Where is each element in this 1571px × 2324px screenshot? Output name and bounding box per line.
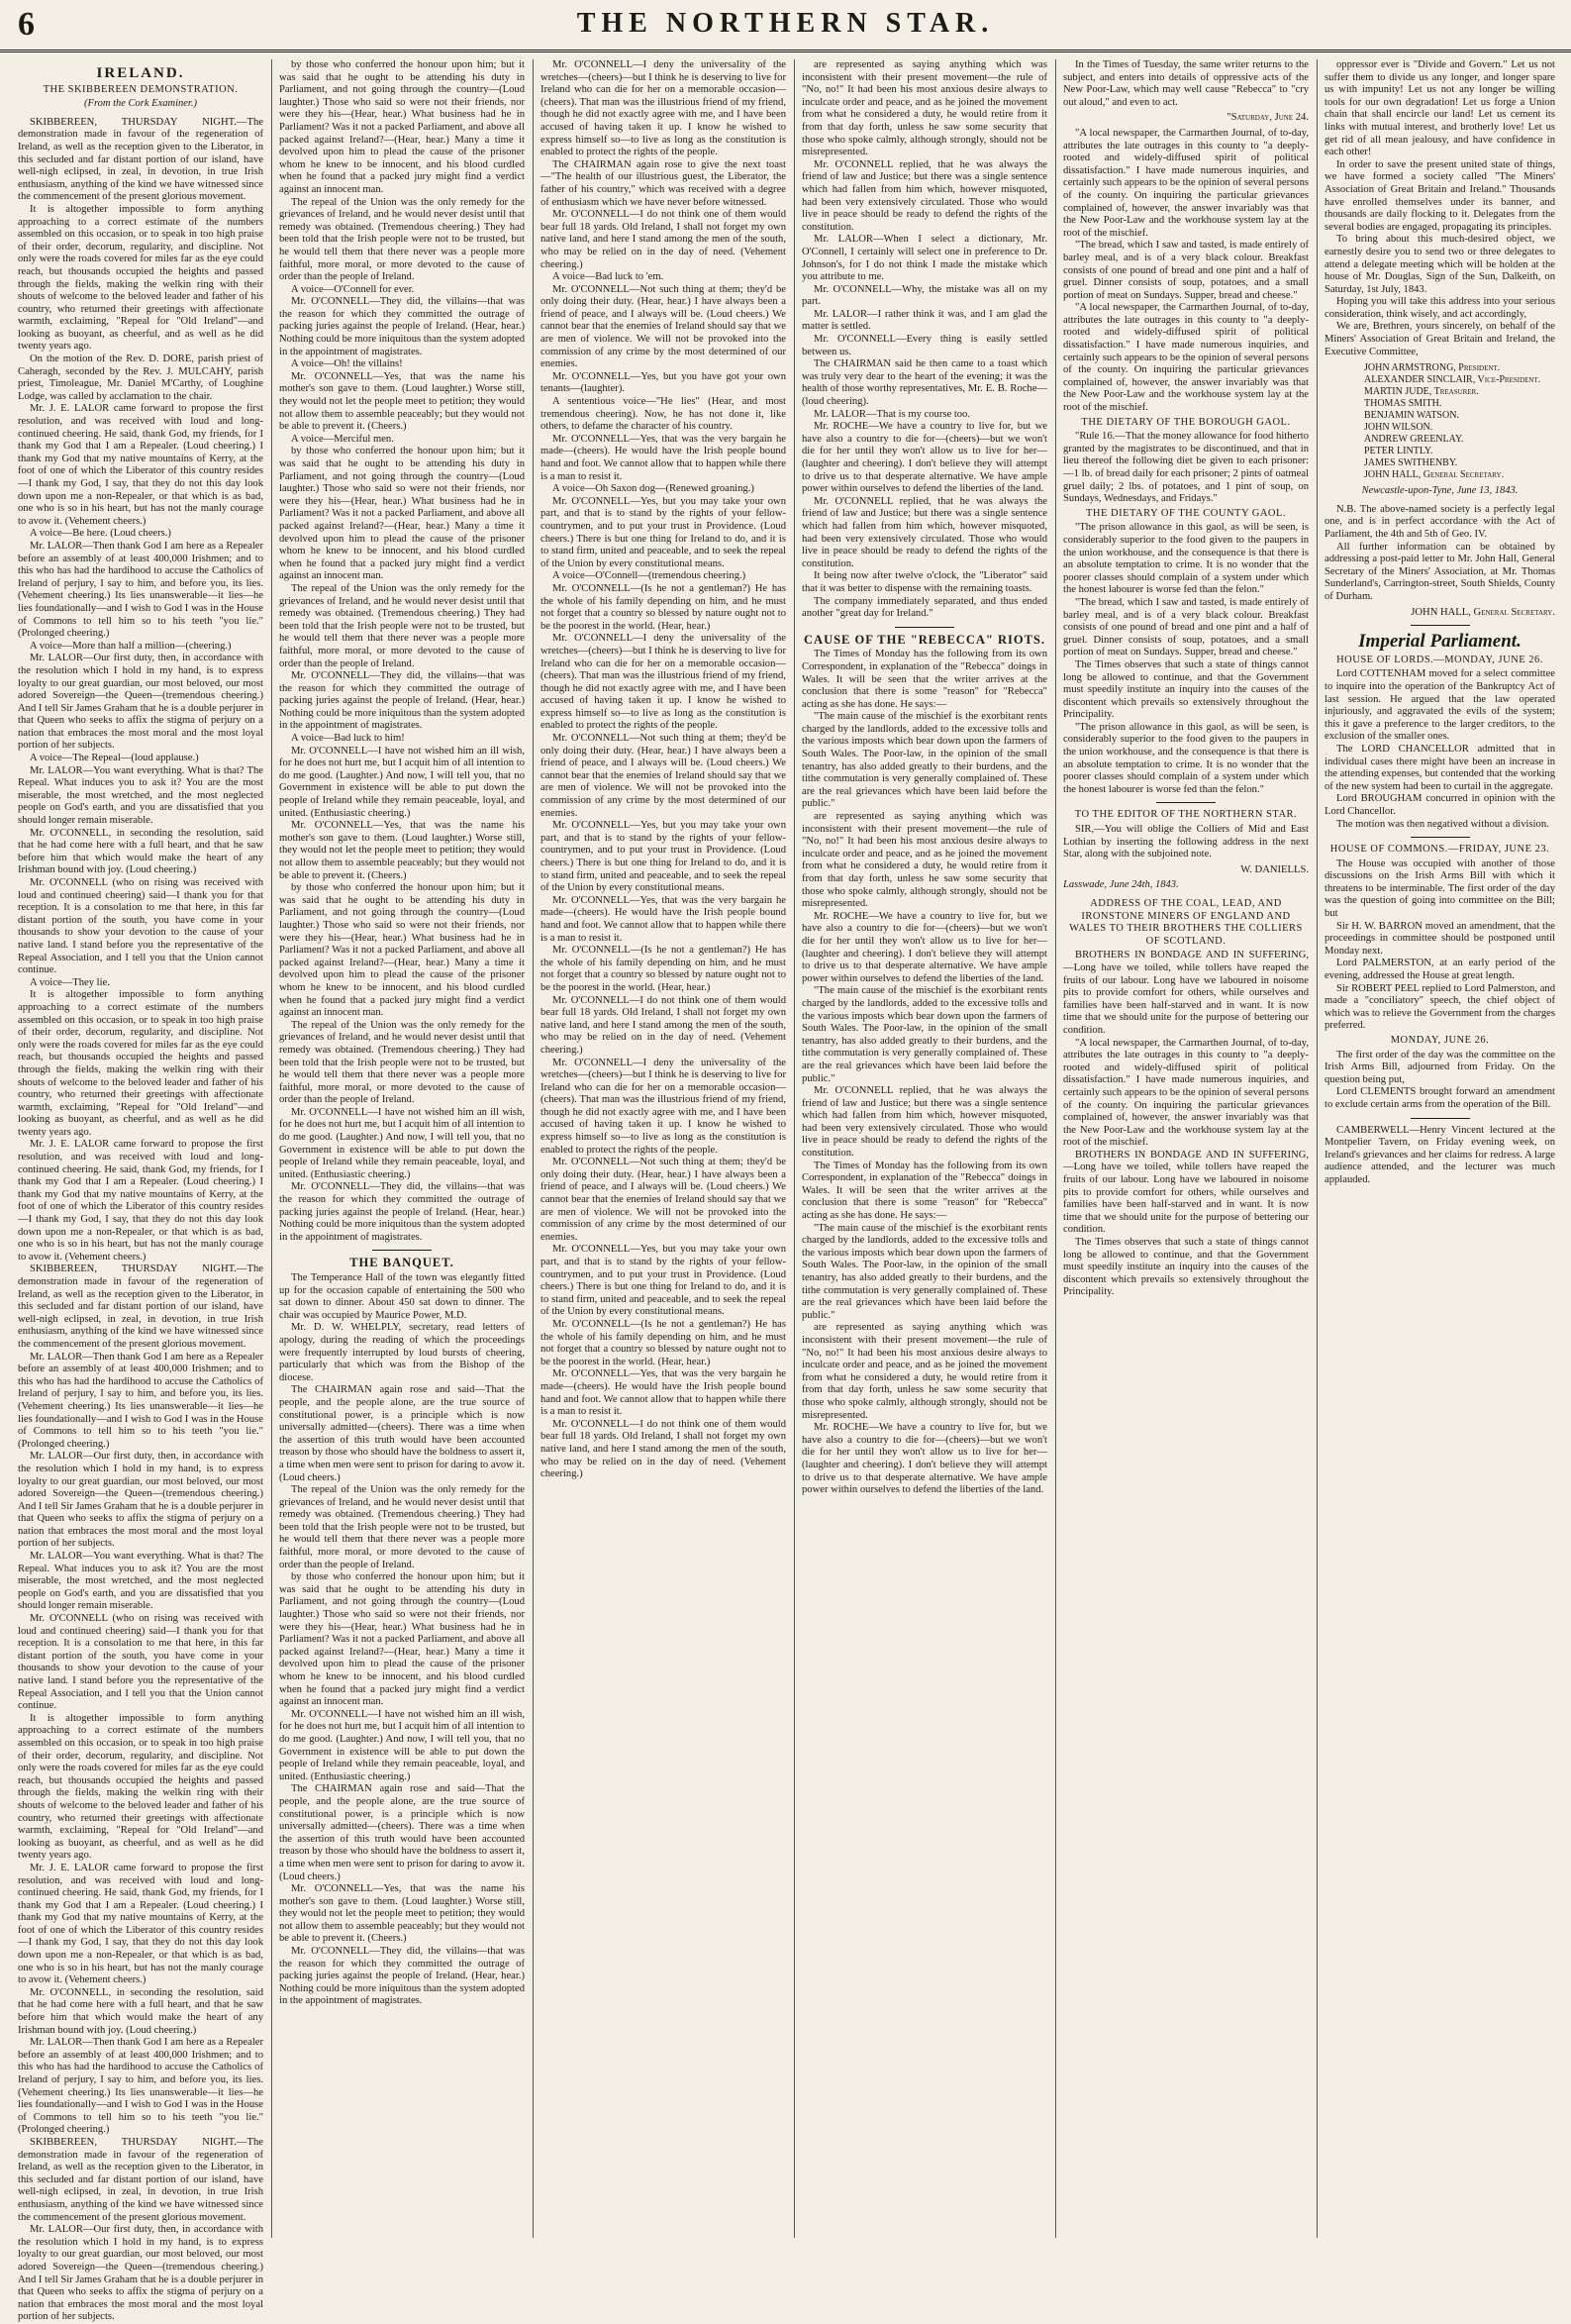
subheading-borough-gaol: THE DIETARY OF THE BOROUGH GAOL. bbox=[1081, 416, 1291, 428]
committee-member: MARTIN JUDE, Treasurer. bbox=[1364, 386, 1479, 398]
column-6 bbox=[1325, 59, 1555, 2238]
paragraph: It is altogether impossible to form anything approaching to a correct estimate of the numbers assembled on this occasion, or to speak in too high praise of their order, decorum, regularity, and discipline. Not only were the roads covered for miles far as the eye could reach, but thousands occupied the heights and passed through the fields, making the welkin ring with their shouts of welcome to the beloved leader and father of his country, who returned their greetings with affectionate warmth, exclaiming, "Repeal for "Old Ireland"—and looking as buoyant, as cheerful, and as well as he did twenty years ago. bbox=[18, 1712, 263, 1862]
paragraph: Mr. O'CONNELL (who on rising was received with loud and continued cheering) said—I thank you for that reception. It is a consolation to me that here, in this far distant portion of the south, you have come in your thousands to show your devotion to the cause of your native land. I stand before you the representative of the Repeal Association, and I tell you that the Union cannot continue. bbox=[18, 877, 263, 976]
paragraph: Mr. LALOR—Then thank God I am here as a Repealer before an assembly of at least 400,000 Irishmen; and to this who has had the hardihood to accuse the Catholics of Ireland of perjury, I say to him, and before you, its lies. (Vehement cheering.) Its lies unanswerable—it lies—he lies foundationally—and I wish to God I was in the House of Commons to tell him so to his teeth "you lie." (Prolonged cheering.) bbox=[18, 540, 263, 640]
paragraph: A voice—Oh Saxon dog—(Renewed groaning.) bbox=[552, 483, 754, 495]
paragraph: The CHAIRMAN said he then came to a toast which was truly very dear to the heart of the evening; it was the health of those worthy representatives, Mr. E. B. Roche—(loud cheering). bbox=[802, 358, 1047, 408]
paragraph: Mr. LALOR—Our first duty, then, in accordance with the resolution which I hold in my hand, is to express loyalty to our great guardian, our most beloved, our most adored Sovereign—the Queen—(tremendous cheering.) And I tell Sir James Graham that he is a double perjurer in that Queen who seeks to affix the stigma of perjury on a nation that embraces the most moral and the most loyal portion of her subjects. bbox=[18, 653, 263, 752]
paragraph: Mr. O'CONNELL—Yes, that was the very bargain he made—(cheers). He would have the Irish people bound hand and foot. We cannot allow that to happen while there is a man to resist it. bbox=[540, 1368, 786, 1418]
paragraph: are represented as saying anything which was inconsistent with their present movement—the rule of "No, no!" It had been his most anxious desire always to inculcate order and peace, and as he joined the movement from what he considered a duty, he would retire from it from that day forth, unless he saw some security that those who spoke calmly, although strongly, should not be misrepresented. bbox=[802, 59, 1047, 158]
paragraph: The repeal of the Union was the only remedy for the grievances of Ireland, and he would never desist until that remedy was obtained. (Tremendous cheering.) They had been told that the Irish people were not to be trusted, but he would tell them that there never was a people more faithful, more moral, or more devoted to the cause of order than the people of Ireland. bbox=[279, 196, 525, 283]
article-source: (From the Cork Examiner.) bbox=[84, 98, 197, 110]
paragraph: Mr. O'CONNELL—They did, the villains—that was the reason for which they committed the outrage of packing juries against the people of Ireland. (Hear, hear.) Nothing could be more iniquitous than the system adopted in the appointment of magistrates. bbox=[279, 1181, 525, 1243]
section-heading-rebecca: CAUSE OF THE "REBECCA" RIOTS. bbox=[804, 632, 1045, 647]
paragraph: Mr. LALOR—Our first duty, then, in accordance with the resolution which I hold in my hand, is to express loyalty to our great guardian, our most beloved, our most adored Sovereign—the Queen—(tremendous cheering.) And I tell Sir James Graham that he is a double perjurer in that Queen who seeks to affix the stigma of perjury on a nation that embraces the most moral and the most loyal portion of her subjects. bbox=[18, 2224, 263, 2323]
paragraph: The CHAIRMAN again rose and said—That the people, and the people alone, are the true source of constitutional power, is a principle which is now universally admitted—(cheers). There was a time when the assertion of this truth would have been accounted treason by those who should have the boldness to assert it, a time when men were sent to prison for daring to avow it. (Loud cheers.) bbox=[279, 1783, 526, 1882]
paragraph: Mr. O'CONNELL—Yes, that was the name his mother's son gave to them. (Loud laughter.) Worse still, they would not let the people meet to petition; they would not allow them to assemble peaceably; but they would not be able to prevent it. (Cheers.) bbox=[279, 1883, 525, 1945]
paragraph: Mr. LALOR—Then thank God I am here as a Repealer before an assembly of at least 400,000 Irishmen; and to this who has had the hardihood to accuse the Catholics of Ireland of perjury, I say to him, and before you, its lies. (Vehement cheering.) Its lies unanswerable—it lies—he lies foundationally—and I wish to God I was in the House of Commons to tell him so to his teeth "you lie." (Prolonged cheering.) bbox=[18, 1351, 263, 1450]
paragraph: oppressor ever is "Divide and Govern." Let us not suffer them to divide us any longer, and longer spare us with impunity! Let us not any longer be willing tools for our own degradation! Let us forge a Union chain that shall encircle our land! Let us cement its links with mutual interest, and brotherly love! Let us get rid of all mean jealousy, and have confidence in each other! bbox=[1325, 59, 1555, 158]
article-headline: THE SKIBBEREEN DEMONSTRATION. bbox=[43, 83, 239, 95]
paragraph: Mr. O'CONNELL—Yes, but you may take your own part, and that is to stand by the rights of your fellow-countrymen, and to put your trust in Providence. (Loud cheers.) There is but one thing for Ireland to do, and it is to stand firm, united and peaceable, and to seek the repeal of the Union by every constitutional means. bbox=[540, 1244, 786, 1318]
paragraph: A voice—The Repeal—(loud applause.) bbox=[30, 753, 199, 764]
paragraph: "The bread, which I saw and tasted, is made entirely of barley meal, and is of a very black colour. Breakfast consists of one pound of bread and one pint and a half of gruel. Dinner consists of soup, potatoes, and a small portion of meat on Sundays. Supper, bread and cheese." bbox=[1063, 596, 1309, 658]
paragraph: Mr. O'CONNELL—(Is he not a gentleman?) He has the whole of his family depending on him, and he must not forget that a country so blessed by nature ought not to be the poorest in the world. (Hear, hear.) bbox=[540, 1318, 786, 1367]
paragraph: The Temperance Hall of the town was elegantly fitted up for the occasion capable of entertaining the 500 who sat down to dinner. About 450 sat down to dinner. The chair was occupied by Maurice Power, M.D. bbox=[279, 1272, 525, 1321]
divider bbox=[1411, 837, 1470, 838]
paragraph: BROTHERS IN BONDAGE AND IN SUFFERING,—Long have we toiled, while tollers have reaped the fruits of our labour. Long have we laboured in noisome pits to provide comfort for others, while ourselves and families have been half-starved and in want. It is now time that we should unite for the purpose of bettering our condition. bbox=[1063, 1149, 1309, 1236]
column-3 bbox=[540, 59, 786, 2238]
paragraph: Mr. O'CONNELL—Yes, but you have got your own tenants—(laughter). bbox=[540, 370, 786, 395]
column-rule bbox=[794, 59, 795, 2238]
paragraph: Sir ROBERT PEEL replied to Lord Palmerston, and made a "conciliatory" speech, the chief object of which was to relieve the Government from the charges preferred. bbox=[1325, 982, 1555, 1032]
paragraph: N.B. The above-named society is a perfectly legal one, and is in perfect accordance with the Act of Parliament, the 4th and 5th of Geo. IV. bbox=[1325, 503, 1555, 541]
newspaper-title: THE NORTHERN STAR. bbox=[576, 8, 995, 39]
paragraph: Mr. O'CONNELL—Every thing is easily settled between us. bbox=[802, 334, 1047, 357]
paragraph: SIR,—You will oblige the Colliers of Mid and East Lothian by inserting the following address in the next Star, along with the subjoined note. bbox=[1063, 824, 1309, 860]
paragraph: Mr. O'CONNELL replied, that he was always the friend of law and Justice; but there was a single sentence which had fallen from him which, however misquoted, had been very extensively circulated. Those who would live in peace should be ready to defend the rights of the constitution. bbox=[802, 1085, 1047, 1160]
column-rule bbox=[1055, 59, 1056, 2238]
committee-member: THOMAS SMITH. bbox=[1364, 398, 1442, 410]
divider bbox=[895, 627, 954, 628]
paragraph: A voice—Bad luck to him! bbox=[291, 733, 405, 745]
paragraph: Mr. O'CONNELL—I deny the universality of the wretches—(cheers)—but I think he is deserving to live for Ireland who can die for her on a memorable occasion—(cheers). That man was the illustrious friend of my friend, though he did not exactly agree with me, and I have been accused of having taken it up. I know he wished to express himself so—to live as long as the constitution is enabled to protect the rights of the people. bbox=[540, 1057, 786, 1156]
paragraph: It is altogether impossible to form anything approaching to a correct estimate of the numbers assembled on this occasion, or to speak in too high praise of their order, decorum, regularity, and discipline. Not only were the roads covered for miles far as the eye could reach, but thousands occupied the heights and passed through the fields, making the welkin ring with their shouts of welcome to the beloved leader and father of his country, who returned their greetings with affectionate warmth, exclaiming, "Repeal for "Old Ireland"—and looking as buoyant, as cheerful, and as well as he did twenty years ago. bbox=[18, 989, 263, 1138]
paragraph: Mr. LALOR—You want everything. What is that? The Repeal. What induces you to ask it? You are the most miserable, the most wretched, and the most neglected people on God's earth, and you are dissatisfied that you should longer remain miserable. bbox=[18, 764, 263, 827]
subheading-house-of-commons: HOUSE OF COMMONS.—FRIDAY, JUNE 23. bbox=[1329, 844, 1550, 856]
paragraph: A voice—Merciful men. bbox=[291, 433, 394, 445]
paragraph: Lord BROUGHAM concurred in opinion with the Lord Chancellor. bbox=[1325, 793, 1555, 817]
paragraph: Lord PALMERSTON, at an early period of the evening, addressed the House at great length. bbox=[1325, 958, 1555, 982]
paragraph: "The main cause of the mischief is the exorbitant rents charged by the landlords, added to the excessive tolls and the various imposts which bear down upon the farmers of South Wales. The Poor-law, in the opinion of the small tenantry, has also added greatly to their burdens, and the tithe commutation is very generally complained of. These are the real grievances which have been laid before the public." bbox=[802, 1222, 1047, 1321]
paragraph: The Times observes that such a state of things cannot long be allowed to continue, and that the Government must speedily institute an inquiry into the causes of the discontent which prevails so extensively throughout the Principality. bbox=[1063, 1237, 1309, 1298]
paragraph: Mr. O'CONNELL—I have not wished him an ill wish, for he does not hurt me, but I acquit him of all intention to do me good. (Laughter.) And now, I will tell you, that no Government in existence will be able to put down the people of Ireland while they remain peaceable, loyal, and united. (Enthusiastic cheering.) bbox=[279, 1708, 525, 1782]
subheading-miners-address: ADDRESS OF THE COAL, LEAD, AND IRONSTONE MINERS OF ENGLAND AND WALES TO THEIR BROTHERS THE COLLIERS OF SCOTLAND. bbox=[1069, 898, 1303, 947]
paragraph: The first order of the day was the committee on the Irish Arms Bill, adjourned from Friday. On the question being put, bbox=[1325, 1049, 1555, 1085]
column-rule bbox=[533, 59, 534, 2238]
paragraph: Mr. O'CONNELL—Yes, that was the name his mother's son gave to them. (Loud laughter.) Worse still, they would not let the people meet to petition; they would not allow them to assemble peaceably; but they would not be able to prevent it. (Cheers.) bbox=[279, 820, 525, 881]
paragraph: Mr. ROCHE—We have a country to live for, but we have also a country to die for—(cheers)—but we won't die for her until they won't allow us to live for her—(laughter and cheering). I don't believe they will attempt to drive us to that desperate alternative. We have ample power within ourselves to defend the liberties of the land. bbox=[802, 421, 1047, 495]
paragraph: "The main cause of the mischief is the exorbitant rents charged by the landlords, added to the excessive tolls and the various imposts which bear down upon the farmers of South Wales. The Poor-law, in the opinion of the small tenantry, has also added greatly to their burdens, and the tithe commutation is very generally complained of. These are the real grievances which have been laid before the public." bbox=[802, 711, 1047, 810]
column-rule bbox=[1317, 59, 1318, 2238]
committee-place-date: Newcastle-upon-Tyne, June 13, 1843. bbox=[1361, 485, 1519, 497]
paragraph: "The bread, which I saw and tasted, is made entirely of barley meal, and is of a very black colour. Breakfast consists of one pound of bread and one pint and a half of gruel. Dinner consists of soup, potatoes, and a small portion of meat on Sundays. Supper, bread and cheese." bbox=[1063, 240, 1309, 301]
paragraph: Mr. O'CONNELL—Yes, that was the name his mother's son gave to them. (Loud laughter.) Worse still, they would not let the people meet to petition; they would not allow them to assemble peaceably; but they would not be able to prevent it. (Cheers.) bbox=[279, 370, 525, 433]
paragraph: Mr. D. W. WHELPLY, secretary, read letters of apology, during the reading of which the proceedings were frequently interrupted by loud bursts of cheering, particularly that which was from the Bishop of the diocese. bbox=[279, 1322, 525, 1383]
paragraph: Mr. O'CONNELL—Not such thing at them; they'd be only doing their duty. (Hear, hear.) I have always been a friend of peace, and I always will be. (Loud cheers.) We cannot bear that the enemies of Ireland should say that we are men of violence. We will not be provoked into the commission of any crime by the most determined of our enemies. bbox=[540, 733, 786, 819]
paragraph: Mr. O'CONNELL—I have not wished him an ill wish, for he does not hurt me, but I acquit him of all intention to do me good. (Laughter.) And now, I will tell you, that no Government in existence will be able to put down the people of Ireland while they remain peaceable, loyal, and united. (Enthusiastic cheering.) bbox=[279, 745, 525, 819]
paragraph: Mr. O'CONNELL replied, that he was always the friend of law and Justice; but there was a single sentence which had fallen from him which, however misquoted, had been very extensively circulated. Those who would live in peace should be ready to defend the rights of the constitution. bbox=[802, 495, 1047, 569]
paragraph: Mr. LALOR—That is my course too. bbox=[814, 408, 971, 420]
paragraph: The CHAIRMAN again rose to give the next toast—"The health of our illustrious guest, the Liberator, the father of his country," which was received with a degree of enthusiasm which we have never before witnessed. bbox=[540, 158, 786, 208]
paragraph: Mr. O'CONNELL—(Is he not a gentleman?) He has the whole of his family depending on him, and he must not forget that a country so blessed by nature ought not to be the poorest in the world. (Hear, hear.) bbox=[540, 945, 786, 993]
paragraph: Mr. O'CONNELL—Why, the mistake was all on my part. bbox=[802, 283, 1047, 308]
paragraph: Mr. O'CONNELL, in seconding the resolution, said that he had come here with a full heart, and that he saw before him that which would make the heart of any Irishman bound with joy. (Loud cheering.) bbox=[18, 827, 263, 876]
paragraph: Lord COTTENHAM moved for a select committee to inquire into the operation of the Bankruptcy Act of last session. He argued that the law operated injuriously, and aggravated the evils of the system; this it gave a preference to the larger creditors, to the exclusion of the smaller ones. bbox=[1325, 668, 1555, 743]
paragraph: It is altogether impossible to form anything approaching to a correct estimate of the numbers assembled on this occasion, or to speak in too high praise of their order, decorum, regularity, and discipline. Not only were the roads covered for miles far as the eye could reach, but thousands occupied the heights and passed through the fields, making the welkin ring with their shouts of welcome to the beloved leader and father of his country, who returned their greetings with affectionate warmth, exclaiming, "Repeal for "Old Ireland"—and looking as buoyant, as cheerful, and as well as he did twenty years ago. bbox=[18, 203, 263, 353]
paragraph: by those who conferred the honour upon him; but it was said that he ought to be attending his duty in Parliament, and not going through the country—(Loud laughter.) Those who said so were not their friends, nor were they his—(Hear, hear.) What business had he in Parliament? Was it not a packed Parliament, and above all packed against Ireland?—(Hear, hear.) Many a time it devolved upon him to plead the cause of the prisoner whom he knew to be innocent, and his blood curdled when he found that a packed jury might find a verdict against an innocent man. bbox=[279, 59, 525, 195]
paragraph: "The prison allowance in this gaol, as will be seen, is considerably superior to the food given to the paupers in the union workhouse, and the consequence is that there is an absolute temptation to crime. It is no wonder that the poorer classes should complain of a system under which the honest labourer is worse fed than the felon." bbox=[1063, 522, 1309, 596]
paragraph: "The main cause of the mischief is the exorbitant rents charged by the landlords, added to the excessive tolls and the various imposts which bear down upon the farmers of South Wales. The Poor-law, in the opinion of the small tenantry, has also added greatly to their burdens, and the tithe commutation is very generally complained of. These are the real grievances which have been laid before the public." bbox=[802, 985, 1047, 1084]
paragraph: A voice—Oh! the villains! bbox=[291, 358, 403, 370]
paragraph: Mr. LALOR—When I select a dictionary, Mr. O'Connell, I certainly will select one in preference to Dr. Johnson's, for I do not think I made the mistake which you attribute to me. bbox=[802, 234, 1047, 283]
paragraph: The Times of Monday has the following from its own Correspondent, in explanation of the "Rebecca" doings in Wales. It will be seen that the writer arrives at the conclusion that there is some "reason" for "Rebecca" acting as she has done. He says:— bbox=[802, 1160, 1047, 1222]
paragraph: The House was occupied with another of those discussions on the Irish Arms Bill with which it threatens to be interminable. The first order of the day was the question of going into committee on the Bill; but bbox=[1325, 858, 1555, 920]
paragraph: SKIBBEREEN, THURSDAY NIGHT.—The demonstration made in favour of the regeneration of Ireland, as well as the reception given to the Liberator, in this secluded and far distant portion of our island, have well-nigh eclipsed, in zeal, in devotion, in true Irish enthusiasm, anything of the kind we have witnessed since the commencement of the present glorious movement. bbox=[18, 2136, 263, 2223]
paragraph: Mr. O'CONNELL—I do not think one of them would bear full 18 yards. Old Ireland, I shall not forget my own native land, and here I stand among the men of the south, who may be relied on in the day of need. (Vehement cheering.) bbox=[540, 994, 786, 1056]
committee-member: JOHN ARMSTRONG, President. bbox=[1364, 362, 1501, 374]
paragraph: Mr. O'CONNELL—Yes, but you may take your own part, and that is to stand by the rights of your fellow-countrymen, and to put your trust in Providence. (Loud cheers.) There is but one thing for Ireland to do, and it is to stand firm, united and peaceable, and to seek the repeal of the Union by every constitutional means. bbox=[540, 495, 786, 569]
paragraph: To bring about this much-desired object, we earnestly desire you to send two or three delegates to attend a delegate meeting which will be holden at the house of Mr. Douglas, Sign of the Sun, Dalkeith, on Saturday, 1st July, 1843. bbox=[1325, 234, 1555, 295]
subheading-to-editor: TO THE EDITOR OF THE NORTHERN STAR. bbox=[1074, 809, 1298, 821]
committee-member: JOHN HALL, General Secretary. bbox=[1364, 469, 1505, 481]
paragraph: Mr. O'CONNELL—They did, the villains—that was the reason for which they committed the outrage of packing juries against the people of Ireland. (Hear, hear.) Nothing could be more iniquitous than the system adopted in the appointment of magistrates. bbox=[279, 1946, 525, 2007]
paragraph: The CHAIRMAN again rose and said—That the people, and the people alone, are the true source of constitutional power, is a principle which is now universally admitted—(cheers). There was a time when the assertion of this truth would have been accounted treason by those who should have the boldness to assert it, a time when men were sent to prison for daring to avow it. (Loud cheers.) bbox=[279, 1384, 526, 1483]
paragraph: A voice—They lie. bbox=[30, 976, 110, 988]
letter-place-date: Lasswade, June 24th, 1843. bbox=[1063, 879, 1179, 891]
paragraph: The company immediately separated, and thus ended another "great day for Ireland." bbox=[802, 595, 1047, 620]
paragraph: Mr. O'CONNELL—Yes, that was the very bargain he made—(cheers). He would have the Irish people bound hand and foot. We cannot allow that to happen while there is a man to resist it. bbox=[540, 894, 786, 944]
paragraph: Mr. ROCHE—We have a country to live for, but we have also a country to die for—(cheers)—but we won't die for her until they won't allow us to live for her—(laughter and cheering). I don't believe they will attempt to drive us to that desperate alternative. We have ample power within ourselves to defend the liberties of the land. bbox=[802, 910, 1047, 984]
committee-member: BENJAMIN WATSON. bbox=[1364, 410, 1459, 422]
paragraph: Mr. O'CONNELL replied, that he was always the friend of law and Justice; but there was a single sentence which had fallen from him which, however misquoted, had been very extensively circulated. Those who would live in peace should be ready to defend the rights of the constitution. bbox=[802, 158, 1047, 233]
column-5 bbox=[1063, 59, 1309, 2238]
subheading-house-of-lords: HOUSE OF LORDS.—MONDAY, JUNE 26. bbox=[1336, 654, 1543, 665]
paragraph: Mr. O'CONNELL—Yes, but you may take your own part, and that is to stand by the rights of your fellow-countrymen, and to put your trust in Providence. (Loud cheers.) There is but one thing for Ireland to do, and it is to stand firm, united and peaceable, and to seek the repeal of the Union by every constitutional means. bbox=[540, 820, 786, 894]
paragraph: Lord CLEMENTS brought forward an amendment to exclude certain arms from the operation of the Bill. bbox=[1325, 1086, 1555, 1110]
page-number: 6 bbox=[18, 6, 35, 43]
columns bbox=[18, 59, 1556, 2323]
paragraph: are represented as saying anything which was inconsistent with their present movement—the rule of "No, no!" It had been his most anxious desire always to inculcate order and peace, and as he joined the movement from what he considered a duty, he would retire from it from that day forth, unless he saw some security that those who spoke calmly, although strongly, should not be misrepresented. bbox=[802, 1322, 1047, 1421]
paragraph: Mr. LALOR—You want everything. What is that? The Repeal. What induces you to ask it? You are the most miserable, the most wretched, and the most neglected people on God's earth, and you are dissatisfied that you should longer remain miserable. bbox=[18, 1551, 263, 1612]
column-4 bbox=[802, 59, 1047, 2238]
paragraph: A voice—O'Connell for ever. bbox=[291, 283, 415, 295]
paragraph: Mr. O'CONNELL—They did, the villains—that was the reason for which they committed the outrage of packing juries against the people of Ireland. (Hear, hear.) Nothing could be more iniquitous than the system adopted in the appointment of magistrates. bbox=[279, 296, 525, 357]
paragraph: In order to save the present united state of things, we have formed a society called "The Miners' Association of Great Britain and Ireland." Thousands have enrolled themselves under its banner, and thousands are daily flocking to it. Delegates from the several bodies are engaged, propagating its principles. bbox=[1325, 158, 1555, 233]
paragraph: CAMBERWELL—Henry Vincent lectured at the Montpelier Tavern, on Friday evening week, on Ireland's grievances and her claims for redress. A large audience attended, and the lecturer was much applauded. bbox=[1325, 1124, 1555, 1185]
column-rule bbox=[271, 59, 272, 2238]
paragraph: SKIBBEREEN, THURSDAY NIGHT.—The demonstration made in favour of the regeneration of Ireland, as well as the reception given to the Liberator, in this secluded and far distant portion of our island, have well-nigh eclipsed, in zeal, in devotion, in true Irish enthusiasm, anything of the kind we have witnessed since the commencement of the present glorious movement. bbox=[18, 116, 263, 203]
committee-member: ALEXANDER SINCLAIR, Vice-President. bbox=[1364, 374, 1541, 386]
paragraph: "Rule 16.—That the money allowance for food hitherto granted by the magistrates to be discontinued, and that in lieu thereof the following diet be given to each prisoner:—1 lb. of bread daily for each prisoner; 2 pints of oatmeal gruel daily; 2 lbs. of potatoes, and 1 pint of soup, on Sundays, Wednesdays, and Fridays." bbox=[1063, 431, 1309, 505]
paragraph: The Times observes that such a state of things cannot long be allowed to continue, and that the Government must speedily institute an inquiry into the causes of the discontent which prevails so extensively throughout the Principality. bbox=[1063, 658, 1309, 721]
paragraph: The motion was then negatived without a division. bbox=[1336, 818, 1549, 830]
paragraph: "A local newspaper, the Carmarthen Journal, of to-day, attributes the late outrages in this county to "a deeply-rooted and widely-diffused spirit of political dissatisfaction." I have made numerous inquiries, and certainly such appears to be the opinion of several persons of the county. On inquiring the particular grievances complained of, however, the answer invariably was that the New Poor-Law and the workhouse system lay at the root of the mischief. bbox=[1063, 1037, 1309, 1149]
paragraph: A voice—O'Connell—(tremendous cheering.) bbox=[552, 570, 746, 582]
paragraph: Mr. O'CONNELL—They did, the villains—that was the reason for which they committed the outrage of packing juries against the people of Ireland. (Hear, hear.) Nothing could be more iniquitous than the system adopted in the appointment of magistrates. bbox=[279, 670, 525, 732]
paragraph: A voice—Be here. (Loud cheers.) bbox=[30, 528, 171, 540]
paragraph: On the motion of the Rev. D. DORE, parish priest of Caheragh, seconded by the Rev. J. MULCAHY, parish priest, Timoleague, Mr. Daniel M'Carthy, of Loughine Lodge, was called by acclamation to the chair. bbox=[18, 354, 263, 402]
paragraph: It being now after twelve o'clock, the "Liberator" said that it was better to dispense with the remaining toasts. bbox=[802, 570, 1047, 594]
masthead bbox=[0, 0, 1571, 52]
committee-member: ANDREW GREENLAY. bbox=[1364, 434, 1464, 446]
divider bbox=[1156, 802, 1216, 803]
paragraph: Mr. J. E. LALOR came forward to propose the first resolution, and was received with loud and long-continued cheering. He said, thank God, my friends, for I thank my God that I am a Repealer. (Loud cheering.) I thank my God that my native mountains of Kerry, at the foot of one of which the Liberator of this country resides—I thank my God, I say, that they do not this day look down upon me a non-Repealer, or that which is as bad, one who is so in his heart, but has not the manly courage to avow it. (Vehement cheers.) bbox=[18, 1862, 263, 1986]
paragraph: Mr. O'CONNELL—Not such thing at them; they'd be only doing their duty. (Hear, hear.) I have always been a friend of peace, and I always will be. (Loud cheers.) We cannot bear that the enemies of Ireland should say that we are men of violence. We will not be provoked into the commission of any crime by the most determined of our enemies. bbox=[540, 1157, 786, 1243]
divider bbox=[1411, 1118, 1470, 1119]
paragraph: Mr. J. E. LALOR came forward to propose the first resolution, and was received with loud and long-continued cheering. He said, thank God, my friends, for I thank my God that I am a Repealer. (Loud cheering.) I thank my God that my native mountains of Kerry, at the foot of one of which the Liberator of this country resides—I thank my God, I say, that they do not this day look down upon me a non-Repealer, or that which is as bad, one who is so in his heart, but has not the manly courage to avow it. (Vehement cheers.) bbox=[18, 403, 263, 527]
paragraph: Mr. ROCHE—We have a country to live for, but we have also a country to die for—(cheers)—but we won't die for her until they won't allow us to live for her—(laughter and cheering). I don't believe they will attempt to drive us to that desperate alternative. We have ample power within ourselves to defend the liberties of the land. bbox=[802, 1422, 1047, 1496]
paragraph: The LORD CHANCELLOR admitted that in individual cases there might have been an increase in the attending expenses, but contended that the working of the new system had been to curtail in the aggregate. bbox=[1325, 743, 1556, 792]
section-heading-ireland: IRELAND. bbox=[96, 65, 185, 81]
paragraph: "The prison allowance in this gaol, as will be seen, is considerably superior to the food given to the paupers in the union workhouse, and the consequence is that there is an absolute temptation to crime. It is no wonder that the poorer classes should complain of a system under which the honest labourer is worse fed than the felon." bbox=[1063, 721, 1309, 795]
paragraph: by those who conferred the honour upon him; but it was said that he ought to be attending his duty in Parliament, and not going through the country—(Loud laughter.) Those who said so were not their friends, nor were they his—(Hear, hear.) What business had he in Parliament? Was it not a packed Parliament, and above all packed against Ireland?—(Hear, hear.) Many a time it devolved upon him to plead the cause of the prisoner whom he knew to be innocent, and his blood curdled when he found that a packed jury might find a verdict against an innocent man. bbox=[279, 446, 525, 582]
committee-signatures bbox=[1325, 362, 1555, 481]
paragraph: The repeal of the Union was the only remedy for the grievances of Ireland, and he would never desist until that remedy was obtained. (Tremendous cheering.) They had been told that the Irish people were not to be trusted, but he would tell them that there never was a people more faithful, more moral, or more devoted to the cause of order than the people of Ireland. bbox=[279, 1484, 525, 1570]
paragraph: "A local newspaper, the Carmarthen Journal, of to-day, attributes the late outrages in this county to "a deeply-rooted and widely-diffused spirit of political dissatisfaction." I have made numerous inquiries, and certainly such appears to be the opinion of several persons of the county. On inquiring the particular grievances complained of, however, the answer invariably was that the New Poor-Law and the workhouse system lay at the root of the mischief. bbox=[1063, 127, 1309, 239]
paragraph: BROTHERS IN BONDAGE AND IN SUFFERING,—Long have we toiled, while tollers have reaped the fruits of our labour. Long have we laboured in noisome pits to provide comfort for others, while ourselves and families have been half-starved and in want. It is now time that we should unite for the purpose of bettering our condition. bbox=[1063, 950, 1309, 1036]
divider bbox=[1411, 625, 1470, 626]
paragraph: All further information can be obtained by addressing a post-paid letter to Mr. John Hall, General Secretary of the Miners' Association, at Mr. Thomas Sunderland's, Carrington-street, South Shields, County of Durham. bbox=[1325, 541, 1555, 602]
paragraph: Mr. O'CONNELL, in seconding the resolution, said that he had come here with a full heart, and that he saw before him that which would make the heart of any Irishman bound with joy. (Loud cheering.) bbox=[18, 1986, 263, 2036]
committee-member: PETER LINTLY. bbox=[1364, 446, 1433, 457]
paragraph: The Times of Monday has the following from its own Correspondent, in explanation of the "Rebecca" doings in Wales. It will be seen that the writer arrives at the conclusion that there is some "reason" for "Rebecca" acting as she has done. He says:— bbox=[802, 649, 1047, 710]
committee-member: JOHN WILSON. bbox=[1364, 422, 1433, 434]
paragraph: The repeal of the Union was the only remedy for the grievances of Ireland, and he would never desist until that remedy was obtained. (Tremendous cheering.) They had been told that the Irish people were not to be trusted, but he would tell them that there never was a people more faithful, more moral, or more devoted to the cause of order than the people of Ireland. bbox=[279, 582, 525, 669]
dateline: "Saturday, June 24. bbox=[1227, 112, 1309, 124]
paragraph: Mr. O'CONNELL—Yes, that was the very bargain he made—(cheers). He would have the Irish people bound hand and foot. We cannot allow that to happen while there is a man to resist it. bbox=[540, 433, 786, 482]
paragraph: Mr. LALOR—I rather think it was, and I am glad the matter is settled. bbox=[802, 308, 1047, 333]
paragraph: Mr. O'CONNELL (who on rising was received with loud and continued cheering) said—I thank you for that reception. It is a consolation to me that here, in this far distant portion of the south, you have come in your thousands to show your devotion to the cause of your native land. I stand before you the representative of the Repeal Association, and I tell you that the Union cannot continue. bbox=[18, 1613, 263, 1712]
paragraph: A sententious voice—"He lies" (Hear, and most tremendous cheering). Now, he has not done it, like others, to defame the character of his country. bbox=[540, 396, 786, 433]
section-heading-banquet: THE BANQUET. bbox=[349, 1256, 454, 1270]
paragraph: Mr. J. E. LALOR came forward to propose the first resolution, and was received with loud and long-continued cheering. He said, thank God, my friends, for I thank my God that I am a Repealer. (Loud cheering.) I thank my God that my native mountains of Kerry, at the foot of one of which the Liberator of this country resides—I thank my God, I say, that they do not this day look down upon me a non-Repealer, or that which is as bad, one who is so in his heart, but has not the manly courage to avow it. (Vehement cheers.) bbox=[18, 1139, 263, 1263]
paragraph: Mr. O'CONNELL—Not such thing at them; they'd be only doing their duty. (Hear, hear.) I have always been a friend of peace, and I always will be. (Loud cheers.) We cannot bear that the enemies of Ireland should say that we are men of violence. We will not be provoked into the commission of any crime by the most determined of our enemies. bbox=[540, 283, 786, 370]
secretary-signature: JOHN HALL, General Secretary. bbox=[1411, 606, 1555, 618]
paragraph: SKIBBEREEN, THURSDAY NIGHT.—The demonstration made in favour of the regeneration of Ireland, as well as the reception given to the Liberator, in this secluded and far distant portion of our island, have well-nigh eclipsed, in zeal, in devotion, in true Irish enthusiasm, anything of the kind we have witnessed since the commencement of the present glorious movement. bbox=[18, 1263, 263, 1350]
paragraph: Mr. O'CONNELL—I do not think one of them would bear full 18 yards. Old Ireland, I shall not forget my own native land, and here I stand among the men of the south, who may be relied on in the day of need. (Vehement cheering.) bbox=[540, 1418, 786, 1480]
paragraph: Mr. O'CONNELL—I deny the universality of the wretches—(cheers)—but I think he is deserving to live for Ireland who can die for her on a memorable occasion—(cheers). That man was the illustrious friend of my friend, though he did not exactly agree with me, and I have been accused of having taken it up. I know he wished to express himself so—to live as long as the constitution is enabled to protect the rights of the people. bbox=[540, 59, 786, 158]
paragraph: Mr. O'CONNELL—(Is he not a gentleman?) He has the whole of his family depending on him, and he must not forget that a country so blessed by nature ought not to be the poorest in the world. (Hear, hear.) bbox=[540, 582, 786, 632]
letter-signature: W. DANIELLS. bbox=[1240, 863, 1309, 875]
column-1 bbox=[18, 59, 263, 2323]
paragraph: A voice—More than half a million—(cheering.) bbox=[30, 640, 232, 652]
paragraph: The repeal of the Union was the only remedy for the grievances of Ireland, and he would never desist until that remedy was obtained. (Tremendous cheering.) They had been told that the Irish people were not to be trusted, but he would tell them that there never was a people more faithful, more moral, or more devoted to the cause of order than the people of Ireland. bbox=[279, 1019, 525, 1106]
subheading-county-gaol: THE DIETARY OF THE COUNTY GAOL. bbox=[1085, 507, 1287, 519]
paragraph: by those who conferred the honour upon him; but it was said that he ought to be attending his duty in Parliament, and not going through the country—(Loud laughter.) Those who said so were not their friends, nor were they his—(Hear, hear.) What business had he in Parliament? Was it not a packed Parliament, and above all packed against Ireland?—(Hear, hear.) Many a time it devolved upon him to plead the cause of the prisoner whom he knew to be innocent, and his blood curdled when he found that a packed jury might find a verdict against an innocent man. bbox=[279, 882, 525, 1019]
subheading-monday: MONDAY, JUNE 26. bbox=[1390, 1035, 1490, 1046]
section-heading-parliament: Imperial Parliament. bbox=[1358, 631, 1522, 653]
paragraph: Hoping you will take this address into your serious consideration, think wisely, and act accordingly, bbox=[1325, 296, 1555, 320]
column-2 bbox=[279, 59, 525, 2238]
paragraph: Mr. LALOR—Then thank God I am here as a Repealer before an assembly of at least 400,000 Irishmen; and to this who has had the hardihood to accuse the Catholics of Ireland of perjury, I say to him, and before you, its lies. (Vehement cheering.) Its lies unanswerable—it lies—he lies foundationally—and I wish to God I was in the House of Commons to tell him so to his teeth "you lie." (Prolonged cheering.) bbox=[18, 2037, 263, 2136]
paragraph: Mr. O'CONNELL—I have not wished him an ill wish, for he does not hurt me, but I acquit him of all intention to do me good. (Laughter.) And now, I will tell you, that no Government in existence will be able to put down the people of Ireland while they remain peaceable, loyal, and united. (Enthusiastic cheering.) bbox=[279, 1106, 525, 1180]
divider bbox=[372, 1250, 432, 1251]
paragraph: Sir H. W. BARRON moved an amendment, that the proceedings in committee should be postponed until Monday next. bbox=[1325, 920, 1555, 957]
paragraph: Mr. LALOR—Our first duty, then, in accordance with the resolution which I hold in my hand, is to express loyalty to our great guardian, our most beloved, our most adored Sovereign—the Queen—(tremendous cheering.) And I tell Sir James Graham that he is a double perjurer in that Queen who seeks to affix the stigma of perjury on a nation that embraces the most moral and the most loyal portion of her subjects. bbox=[18, 1451, 263, 1550]
paragraph: by those who conferred the honour upon him; but it was said that he ought to be attending his duty in Parliament, and not going through the country—(Loud laughter.) Those who said so were not their friends, nor were they his—(Hear, hear.) What business had he in Parliament? Was it not a packed Parliament, and above all packed against Ireland?—(Hear, hear.) Many a time it devolved upon him to plead the cause of the prisoner whom he knew to be innocent, and his blood curdled when he found that a packed jury might find a verdict against an innocent man. bbox=[279, 1571, 525, 1708]
paragraph: are represented as saying anything which was inconsistent with their present movement—the rule of "No, no!" It had been his most anxious desire always to inculcate order and peace, and as he joined the movement from what he considered a duty, he would retire from it from that day forth, unless he saw some security that those who spoke calmly, although strongly, should not be misrepresented. bbox=[802, 811, 1047, 910]
committee-member: JAMES SWITHENBY. bbox=[1364, 457, 1458, 469]
paragraph: "A local newspaper, the Carmarthen Journal, of to-day, attributes the late outrages in this county to "a deeply-rooted and widely-diffused spirit of political dissatisfaction." I have made numerous inquiries, and certainly such appears to be the opinion of several persons of the county. On inquiring the particular grievances complained of, however, the answer invariably was that the New Poor-Law and the workhouse system lay at the root of the mischief. bbox=[1063, 302, 1309, 414]
paragraph: Mr. O'CONNELL—I do not think one of them would bear full 18 yards. Old Ireland, I shall not forget my own native land, and here I stand among the men of the south, who may be relied on in the day of need. (Vehement cheering.) bbox=[540, 209, 786, 270]
paragraph: In the Times of Tuesday, the same writer returns to the subject, and enters into details of oppressive acts of the New Poor-Law, which may well cause "Rebecca" to "cry out aloud," and even to act. bbox=[1063, 59, 1309, 108]
paragraph: We are, Brethren, yours sincerely, on behalf of the Miners' Association of Great Britain and Ireland, the Executive Committee, bbox=[1325, 321, 1555, 357]
paragraph: Mr. O'CONNELL—I deny the universality of the wretches—(cheers)—but I think he is deserving to live for Ireland who can die for her on a memorable occasion—(cheers). That man was the illustrious friend of my friend, though he did not exactly agree with me, and I have been accused of having taken it up. I know he wished to express himself so—to live as long as the constitution is enabled to protect the rights of the people. bbox=[540, 633, 786, 732]
paragraph: A voice—Bad luck to 'em. bbox=[552, 271, 664, 283]
